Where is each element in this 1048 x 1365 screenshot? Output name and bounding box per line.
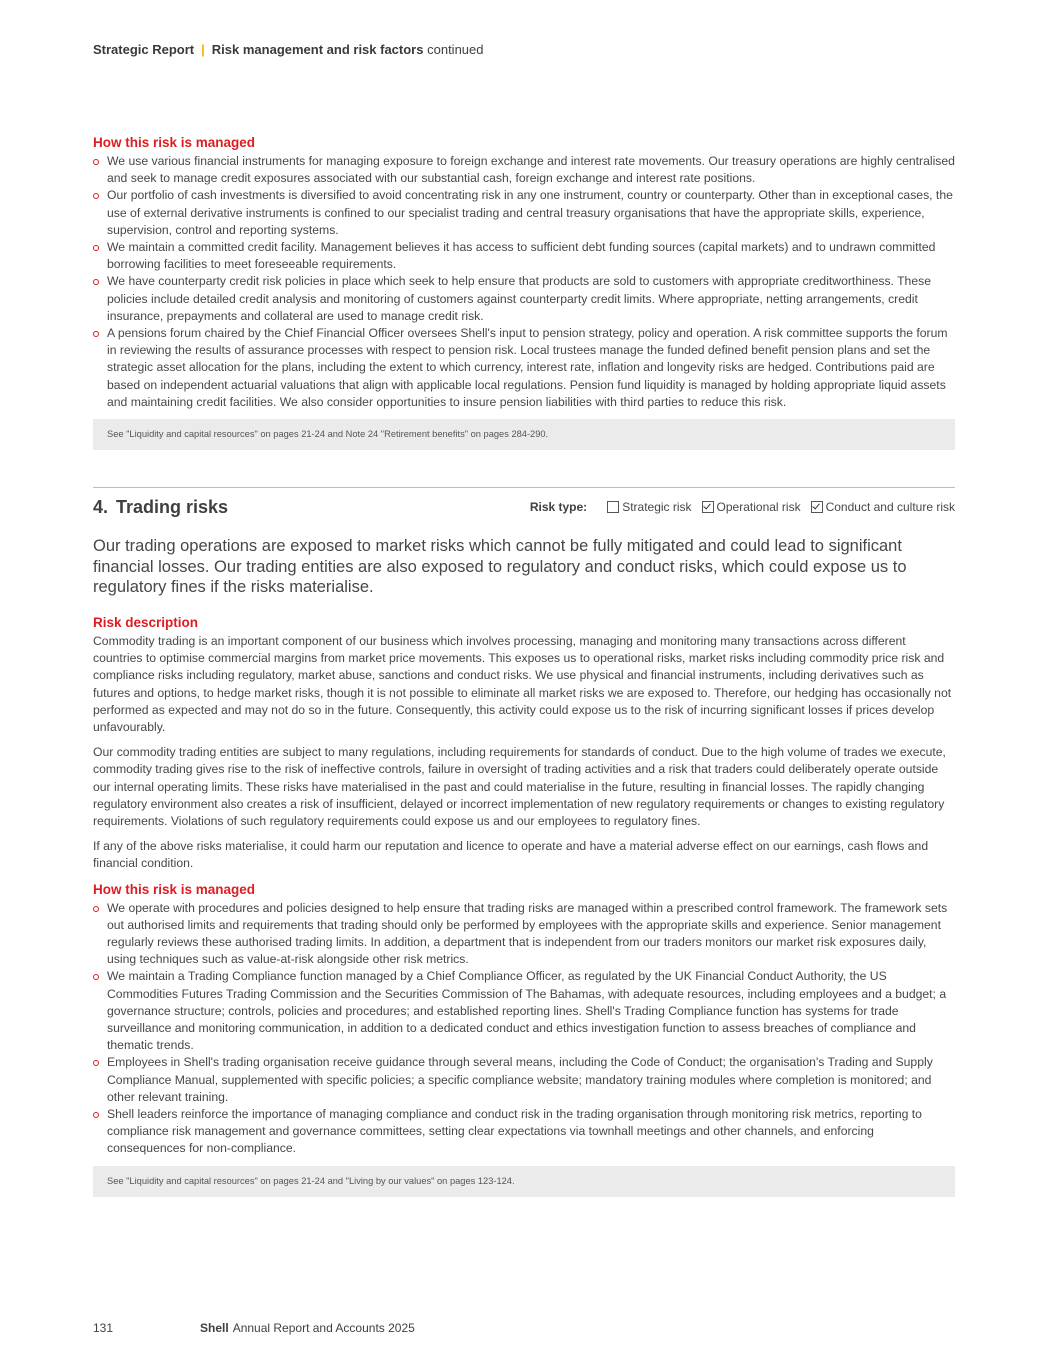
list-item: Employees in Shell's trading organisation receive guidance through several means, including the Code of Conduct; the organisation's Trading and Supply Compliance Manual, supplemented with specific policies; a specific compliance website; mandatory training modules where completion is monitored; and other relevant training. bbox=[93, 1054, 955, 1106]
list-item: We maintain a Trading Compliance function managed by a Chief Compliance Officer, as regulated by the UK Financial Conduct Authority, the US Commodities Futures Trading Commission and the Securities Commission of The Bahamas, with adequate resources, including employees and a budget; a governance structure; controls, policies and procedures; and established reporting lines. Shell's Trading Compliance function has systems for trade surveillance and monitoring communication, in addition to a dedicated conduct and ethics investigation function to assess breaches of compliance and thematic trends. bbox=[93, 968, 955, 1054]
section-heading bbox=[93, 497, 228, 518]
risk-type-conduct-label: Conduct and culture risk bbox=[825, 500, 955, 514]
risk-type-legend bbox=[530, 500, 955, 514]
running-header bbox=[93, 42, 484, 57]
reference-note-top: See "Liquidity and capital resources" on pages 21-24 and Note 24 "Retirement benefits" on pages 284-290. bbox=[93, 419, 955, 450]
risk-type-strategic bbox=[607, 500, 691, 514]
list-item: We have counterparty credit risk policies in place which seek to help ensure that products are sold to customers with appropriate creditworthiness. These policies include detailed credit analysis and monitoring of customers against counterparty credit limits. Where appropriate, netting arrangements, credit insurance, prepayments and collateral are used to manage credit risk. bbox=[93, 273, 955, 325]
risk-description-section bbox=[93, 614, 955, 1197]
page-footer bbox=[93, 1321, 415, 1335]
list-item: Shell leaders reinforce the importance of managing compliance and conduct risk in the trading organisation through monitoring risk metrics, reporting to compliance risk management and governance committees, setting clear expectations via townhall meetings and other channels, and enforcing consequences for non-compliance. bbox=[93, 1106, 955, 1158]
header-continued: continued bbox=[427, 42, 484, 57]
list-item: Our portfolio of cash investments is diversified to avoid concentrating risk in any one instrument, country or counterparty. Other than in exceptional cases, the use of external derivative instruments is confined to our specialist trading and central treasury organisations that have the appropriate skills, experience, supervision, control and reporting systems. bbox=[93, 187, 955, 239]
checked-box-icon bbox=[702, 501, 714, 513]
section-lead-statement: Our trading operations are exposed to market risks which cannot be fully mitigated and could lead to significant financial losses. Our trading entities are also exposed to regulatory and conduct risks, which could expose us to regulatory fines if the risks materialise. bbox=[93, 537, 907, 596]
managed-list bbox=[93, 900, 955, 1158]
header-title: Risk management and risk factors bbox=[211, 42, 424, 57]
list-item: We operate with procedures and policies designed to help ensure that trading risks are managed within a prescribed control framework. The framework sets out authorised limits and requirements that trading should only be performed by employees with the appropriate skills and experience. Senior management regularly reviews these authorised trading limits. In addition, a department that is independent from our traders monitors our market risk exposures daily, using techniques such as value-at-risk alongside other risk metrics. bbox=[93, 900, 955, 969]
section-divider bbox=[93, 487, 955, 488]
managed-heading-top: How this risk is managed bbox=[93, 135, 256, 150]
reference-note: See "Liquidity and capital resources" on pages 21-24 and "Living by our values" on pages 123-124. bbox=[93, 1166, 955, 1197]
managed-section-top bbox=[93, 134, 955, 450]
risk-type-conduct bbox=[811, 500, 955, 514]
paragraph: Commodity trading is an important component of our business which involves processing, managing and monitoring many transactions across different countries to optimise commercial margins from market price movements. This exposes us to operational risks, market risks including commodity price risk and compliance risks including regulatory, market abuse, sanctions and conduct risks. We use physical and financial instruments, including derivatives such as futures and options, to hedge market risks, though it is not possible to eliminate all market risks we are exposed to. Therefore, our hedging has occasionally not performed as expected and may not do so in the future. Consequently, this activity could expose us to the risk of incurring significant losses if prices develop unfavourably. bbox=[93, 634, 952, 735]
list-item: A pensions forum chaired by the Chief Financial Officer oversees Shell's input to pension strategy, policy and operation. A risk committee supports the forum in reviewing the results of assurance processes with respect to pension risk. Local trustees manage the funded defined benefit pension plans and set the strategic asset allocation for the plans, including the extent to which currency, interest rate, inflation and longevity risks are hedged. Contributions paid are based on independent actuarial valuations that align with applicable local regulations. Pension fund liquidity is managed by holding appropriate liquid assets and maintaining credit facilities. We also consider opportunities to insure pension liabilities with third parties to reduce this risk. bbox=[93, 325, 955, 411]
risk-description-heading: Risk description bbox=[93, 615, 199, 630]
paragraph: Our commodity trading entities are subject to many regulations, including requirements for standards of conduct. Due to the high volume of trades we execute, commodity trading gives rise to the risk of ineffective controls, failure in oversight of trading activities and a risk that traders could deliberately operate outside our internal operating limits. These risks have materialised in the past and could materialise in the future, resulting in financial losses. The rapidly changing regulatory environment also creates a risk of insufficient, delayed or incorrect implementation of new regulatory requirements or changes to existing regulatory requirements. Violations of such regulatory requirements could expose us and our employees to regulatory fines. bbox=[93, 745, 946, 829]
managed-heading: How this risk is managed bbox=[93, 881, 256, 897]
footer-publication: Annual Report and Accounts 2025 bbox=[232, 1321, 415, 1335]
header-section: Strategic Report bbox=[93, 42, 195, 57]
page-number: 131 bbox=[93, 1321, 114, 1335]
section-number: 4. bbox=[93, 497, 109, 517]
footer-brand: Shell bbox=[200, 1321, 229, 1335]
paragraph: If any of the above risks materialise, it could harm our reputation and licence to operate and have a material adverse effect on our earnings, cash flows and financial condition. bbox=[93, 839, 929, 871]
list-item: We maintain a committed credit facility. Management believes it has access to sufficient debt funding sources (capital markets) and to undrawn committed borrowing facilities to meet foreseeable requirements. bbox=[93, 239, 955, 273]
header-separator: | bbox=[201, 42, 205, 57]
unchecked-box-icon bbox=[607, 501, 619, 513]
checked-box-icon bbox=[811, 501, 823, 513]
list-item: We use various financial instruments for managing exposure to foreign exchange and interest rate movements. Our treasury operations are highly centralised and seek to manage credit exposures associated with our substantial cash, foreign exchange and interest rate positions. bbox=[93, 153, 955, 187]
managed-list-top bbox=[93, 153, 955, 411]
risk-type-operational bbox=[702, 500, 801, 514]
risk-type-label: Risk type: bbox=[529, 500, 588, 514]
risk-type-operational-label: Operational risk bbox=[716, 500, 801, 514]
section-title: Trading risks bbox=[116, 497, 229, 517]
risk-type-strategic-label: Strategic risk bbox=[622, 500, 692, 514]
